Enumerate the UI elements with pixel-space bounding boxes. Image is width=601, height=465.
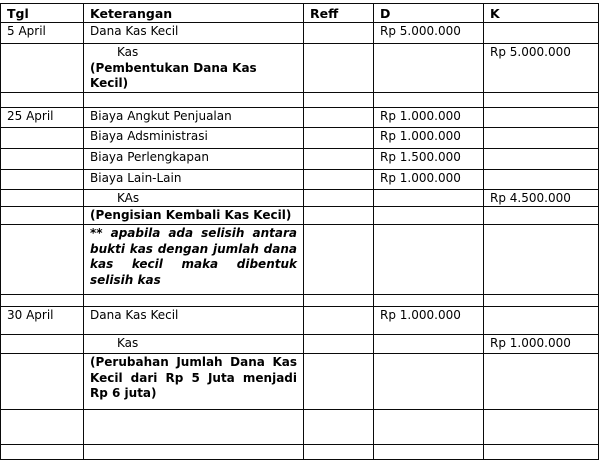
keterangan-line: Biaya Perlengkapan	[90, 149, 209, 164]
cell-keterangan	[84, 44, 304, 93]
journal-row	[1, 410, 599, 445]
cell-tgl	[1, 335, 84, 354]
cell-keterangan	[84, 295, 304, 307]
cell-d: Rp 1.000.000	[374, 107, 484, 127]
keterangan-line: Kas	[117, 45, 139, 59]
column-header-keterangan: Keterangan	[84, 4, 304, 23]
cell-d: Rp 5.000.000	[374, 23, 484, 44]
cell-d	[374, 207, 484, 225]
cell-tgl	[1, 189, 84, 207]
cell-keterangan	[84, 307, 304, 335]
keterangan-line: Dana Kas Kecil	[90, 308, 179, 322]
journal-row	[1, 207, 599, 225]
cell-k	[484, 169, 599, 189]
cell-k	[484, 92, 599, 107]
cell-reff	[304, 189, 374, 207]
cell-k	[484, 23, 599, 44]
cell-d	[374, 295, 484, 307]
cell-reff	[304, 23, 374, 44]
cell-d	[374, 44, 484, 93]
header-row	[1, 4, 599, 23]
cell-d	[374, 410, 484, 445]
cell-reff	[304, 207, 374, 225]
cell-tgl: 25 April	[1, 107, 84, 127]
cell-reff	[304, 307, 374, 335]
petty-cash-journal-table	[0, 3, 599, 460]
cell-k	[484, 127, 599, 148]
cell-reff	[304, 445, 374, 460]
cell-k	[484, 307, 599, 335]
keterangan-line: ** apabila ada selisih antara bukti kas dengan jumlah dana kas kecil maka dibentuk selisih kas	[90, 226, 297, 287]
cell-d	[374, 189, 484, 207]
journal-row	[1, 295, 599, 307]
cell-tgl	[1, 92, 84, 107]
journal-row	[1, 225, 599, 295]
cell-k	[484, 107, 599, 127]
cell-d	[374, 335, 484, 354]
cell-reff	[304, 295, 374, 307]
cell-k	[484, 354, 599, 410]
journal-row	[1, 127, 599, 148]
cell-k	[484, 295, 599, 307]
column-header-debit: D	[374, 4, 484, 23]
cell-keterangan	[84, 92, 304, 107]
journal-entry-row	[1, 107, 599, 127]
cell-d: Rp 1.000.000	[374, 169, 484, 189]
cell-keterangan	[84, 189, 304, 207]
journal-body	[1, 23, 599, 460]
cell-d: Rp 1.500.000	[374, 148, 484, 169]
cell-keterangan	[84, 169, 304, 189]
keterangan-line: (Pengisian Kembali Kas Kecil)	[90, 208, 292, 222]
cell-reff	[304, 335, 374, 354]
keterangan-line: Biaya Adsministrasi	[90, 128, 208, 143]
cell-tgl: 5 April	[1, 23, 84, 44]
cell-k	[484, 445, 599, 460]
cell-k: Rp 4.500.000	[484, 189, 599, 207]
journal-row	[1, 445, 599, 460]
keterangan-line: Dana Kas Kecil	[90, 24, 179, 38]
cell-reff	[304, 127, 374, 148]
cell-tgl	[1, 445, 84, 460]
journal-row	[1, 148, 599, 169]
document-page	[0, 3, 601, 465]
cell-tgl	[1, 207, 84, 225]
column-header-reff: Reff	[304, 4, 374, 23]
cell-k	[484, 207, 599, 225]
cell-tgl: 30 April	[1, 307, 84, 335]
keterangan-line: Kas	[117, 336, 139, 350]
cell-keterangan	[84, 127, 304, 148]
cell-k	[484, 410, 599, 445]
cell-keterangan	[84, 410, 304, 445]
cell-keterangan	[84, 148, 304, 169]
cell-tgl	[1, 225, 84, 295]
cell-keterangan	[84, 225, 304, 295]
journal-entry-row	[1, 23, 599, 44]
petty-cash-journal-document	[0, 3, 601, 465]
cell-d: Rp 1.000.000	[374, 307, 484, 335]
cell-keterangan	[84, 335, 304, 354]
cell-reff	[304, 169, 374, 189]
journal-row	[1, 44, 599, 93]
cell-k: Rp 5.000.000	[484, 44, 599, 93]
cell-d: Rp 1.000.000	[374, 127, 484, 148]
cell-tgl	[1, 127, 84, 148]
cell-k	[484, 225, 599, 295]
keterangan-line: Biaya Angkut Penjualan	[90, 108, 232, 123]
cell-reff	[304, 225, 374, 295]
cell-reff	[304, 44, 374, 93]
column-header-kredit: K	[484, 4, 599, 23]
cell-tgl	[1, 410, 84, 445]
cell-reff	[304, 107, 374, 127]
journal-row	[1, 354, 599, 410]
journal-row	[1, 92, 599, 107]
cell-tgl	[1, 295, 84, 307]
cell-d	[374, 354, 484, 410]
keterangan-line: (Perubahan Jumlah Dana Kas Kecil dari Rp 5 Juta menjadi Rp 6 juta)	[90, 355, 297, 400]
cell-keterangan	[84, 23, 304, 44]
cell-k	[484, 148, 599, 169]
journal-entry-row	[1, 307, 599, 335]
cell-reff	[304, 354, 374, 410]
journal-row	[1, 169, 599, 189]
cell-k: Rp 1.000.000	[484, 335, 599, 354]
keterangan-line: KAs	[117, 190, 140, 205]
cell-keterangan	[84, 445, 304, 460]
cell-keterangan	[84, 207, 304, 225]
cell-d	[374, 92, 484, 107]
cell-tgl	[1, 148, 84, 169]
cell-d	[374, 445, 484, 460]
cell-reff	[304, 92, 374, 107]
cell-keterangan	[84, 354, 304, 410]
journal-row	[1, 189, 599, 207]
column-header-tgl: Tgl	[1, 4, 84, 23]
cell-tgl	[1, 44, 84, 93]
cell-reff	[304, 410, 374, 445]
journal-row	[1, 335, 599, 354]
cell-reff	[304, 148, 374, 169]
cell-tgl	[1, 169, 84, 189]
cell-tgl	[1, 354, 84, 410]
keterangan-line: (Pembentukan Dana Kas Kecil)	[90, 60, 257, 90]
cell-d	[374, 225, 484, 295]
keterangan-line: Biaya Lain-Lain	[90, 170, 182, 185]
cell-keterangan	[84, 107, 304, 127]
